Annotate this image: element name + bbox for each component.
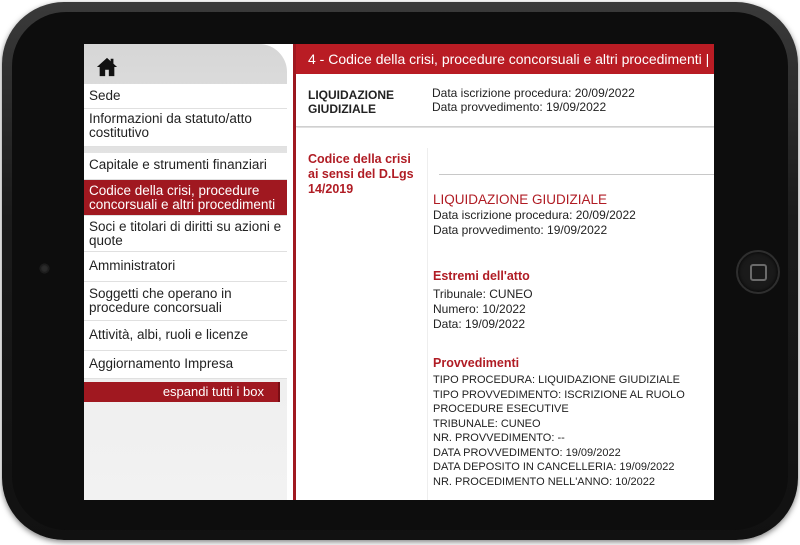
detail-side-label: Codice della crisi ai sensi del D.Lgs 14/2019 xyxy=(308,152,414,196)
procedure-summary[interactable] xyxy=(296,74,714,127)
detail-content xyxy=(427,148,714,500)
camera-icon xyxy=(40,264,49,273)
sidebar-list xyxy=(84,84,287,379)
prov-line: TIPO PROVVEDIMENTO: ISCRIZIONE AL RUOLO xyxy=(433,388,685,401)
prov-line: PROCEDURE ESECUTIVE xyxy=(433,403,569,415)
estremi-data: Data: 19/09/2022 xyxy=(433,317,526,331)
sidebar-menu xyxy=(84,44,287,500)
divider xyxy=(439,174,714,175)
prov-line: NR. PROVVEDIMENTO: -- xyxy=(433,432,565,444)
estremi-numero: Numero: 10/2022 xyxy=(433,302,526,316)
detail-title: LIQUIDAZIONE GIUDIZIALE xyxy=(433,192,608,207)
section-header[interactable]: 4 - Codice della crisi, procedure concorsuali e altri procedimenti | xyxy=(296,44,714,74)
detail-date-provvedimento: Data provvedimento: 19/09/2022 xyxy=(433,223,608,237)
prov-line: NR. PROCEDIMENTO NELL'ANNO: 10/2022 xyxy=(433,475,655,488)
prov-line: DATA DEPOSITO IN CANCELLERIA: 19/09/2022 xyxy=(433,461,675,473)
provvedimenti-block xyxy=(433,355,685,489)
prov-line: TRIBUNALE: CUNEO xyxy=(433,417,541,430)
detail-date-iscrizione: Data iscrizione procedura: 20/09/2022 xyxy=(433,208,636,222)
estremi-tribunale: Tribunale: CUNEO xyxy=(433,287,533,301)
sidebar-item-aggiornamento[interactable]: Aggiornamento Impresa xyxy=(84,351,287,379)
tablet-home-button[interactable] xyxy=(736,250,780,294)
expand-all-button[interactable]: espandi tutti i box xyxy=(84,382,280,402)
sidebar-item-attivita[interactable]: Attività, albi, ruoli e licenze xyxy=(84,321,287,351)
sidebar-item-capitale[interactable]: Capitale e strumenti finanziari xyxy=(84,153,287,180)
prov-line: TIPO PROCEDURA: LIQUIDAZIONE GIUDIZIALE xyxy=(433,374,680,386)
screen xyxy=(84,44,714,500)
summary-procedure-type: LIQUIDAZIONE GIUDIZIALE xyxy=(308,88,394,116)
provvedimenti-title: Provvedimenti xyxy=(433,356,520,370)
prov-line: DATA PROVVEDIMENTO: 19/09/2022 xyxy=(433,446,621,459)
estremi-block xyxy=(433,268,533,332)
estremi-title: Estremi dell'atto xyxy=(433,269,530,283)
sidebar-item-informazioni-statuto[interactable]: Informazioni da statuto/atto costitutivo xyxy=(84,109,287,147)
summary-date-provvedimento: Data provvedimento: 19/09/2022 xyxy=(432,100,607,114)
summary-date-iscrizione: Data iscrizione procedura: 20/09/2022 xyxy=(432,86,635,100)
sidebar-item-soggetti-procedure[interactable]: Soggetti che operano in procedure concorsuali xyxy=(84,282,287,321)
sidebar-item-amministratori[interactable]: Amministratori xyxy=(84,252,287,282)
sidebar-item-sede[interactable]: Sede xyxy=(84,84,287,109)
sidebar-item-codice-crisi[interactable]: Codice della crisi, procedure concorsuali e altri procedimenti xyxy=(84,180,287,216)
summary-dates xyxy=(432,86,635,114)
home-icon[interactable] xyxy=(96,56,118,78)
detail-title-block xyxy=(433,192,636,238)
detail-area xyxy=(296,128,714,500)
main-panel xyxy=(293,44,714,500)
sidebar-item-soci[interactable]: Soci e titolari di diritti su azioni e quote xyxy=(84,216,287,252)
